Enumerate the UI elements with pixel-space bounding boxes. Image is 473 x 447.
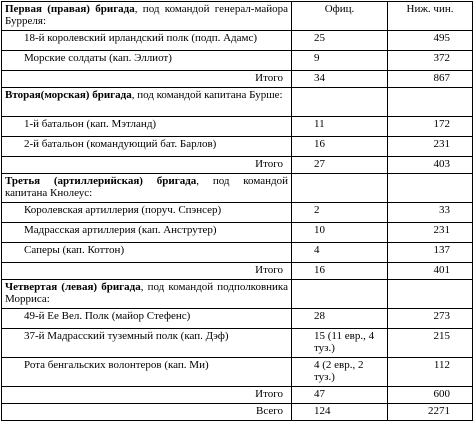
empty-cell bbox=[292, 174, 388, 203]
lower-ranks-value: 137 bbox=[388, 243, 473, 263]
brigade-4-subtitle: , под командой подполковника Морриса: bbox=[5, 281, 288, 305]
officers-value: 28 bbox=[292, 309, 388, 329]
brigade-2-subtitle: , под командой капитана Бурше: bbox=[131, 89, 283, 101]
subtotal-label: Итого bbox=[2, 263, 292, 280]
subtotal-row bbox=[2, 71, 473, 88]
brigade-3-subtitle: , под командой капитана Кнолеус: bbox=[5, 175, 288, 199]
table-row bbox=[2, 31, 473, 51]
officers-value: 11 bbox=[292, 117, 388, 137]
brigade-2-title: Вторая(морская) бригада bbox=[5, 89, 132, 101]
table-header-row bbox=[2, 2, 473, 31]
table-row bbox=[2, 117, 473, 137]
subtotal-row bbox=[2, 263, 473, 280]
unit-name: Саперы (кап. Коттон) bbox=[2, 243, 292, 263]
officers-value: 47 bbox=[292, 387, 388, 404]
grand-total-label: Всего bbox=[2, 404, 292, 421]
unit-name: Мадрасская артиллерия (кап. Анструтер) bbox=[2, 223, 292, 243]
lower-ranks-value: 112 bbox=[388, 358, 473, 387]
unit-name: 18-й королевский ирландский полк (подп. Адамс) bbox=[2, 31, 292, 51]
empty-cell bbox=[292, 280, 388, 309]
officers-column-header: Офиц. bbox=[292, 2, 388, 31]
officers-value: 124 bbox=[292, 404, 388, 421]
officers-value: 15 (11 евр., 4 туз.) bbox=[292, 329, 388, 358]
grand-total-row bbox=[2, 404, 473, 421]
table-row bbox=[2, 203, 473, 223]
lower-ranks-value: 33 bbox=[388, 203, 473, 223]
brigade-4-heading bbox=[2, 280, 292, 309]
officers-value: 34 bbox=[292, 71, 388, 88]
brigade-3-title: Третья (артиллерийская) бригада bbox=[5, 175, 197, 187]
officers-value: 16 bbox=[292, 137, 388, 157]
table-row bbox=[2, 137, 473, 157]
officers-value: 4 bbox=[292, 243, 388, 263]
officers-value: 16 bbox=[292, 263, 388, 280]
officers-value: 9 bbox=[292, 51, 388, 71]
subtotal-label: Итого bbox=[2, 71, 292, 88]
subtotal-row bbox=[2, 157, 473, 174]
empty-cell bbox=[292, 88, 388, 117]
section-heading-row bbox=[2, 174, 473, 203]
table-row bbox=[2, 358, 473, 387]
brigade-1-heading bbox=[2, 2, 292, 31]
brigade-3-heading bbox=[2, 174, 292, 203]
empty-cell bbox=[388, 88, 473, 117]
brigade-1-title: Первая (правая) бригада bbox=[5, 3, 135, 15]
unit-name: 1-й батальон (кап. Мэтланд) bbox=[2, 117, 292, 137]
brigade-1-subtitle: , под командой генерал-майора Бурреля: bbox=[5, 3, 288, 27]
officers-value: 10 bbox=[292, 223, 388, 243]
lower-ranks-value: 403 bbox=[388, 157, 473, 174]
lower-ranks-value: 495 bbox=[388, 31, 473, 51]
table-row bbox=[2, 223, 473, 243]
lower-ranks-column-header: Ниж. чин. bbox=[388, 2, 473, 31]
officers-value: 25 bbox=[292, 31, 388, 51]
unit-name: Морские солдаты (кап. Эллиот) bbox=[2, 51, 292, 71]
unit-name: Королевская артиллерия (поруч. Спэнсер) bbox=[2, 203, 292, 223]
unit-name: Рота бенгальских волонтеров (кап. Ми) bbox=[2, 358, 292, 387]
officers-value: 2 bbox=[292, 203, 388, 223]
table-row bbox=[2, 51, 473, 71]
lower-ranks-value: 172 bbox=[388, 117, 473, 137]
subtotal-label: Итого bbox=[2, 157, 292, 174]
lower-ranks-value: 372 bbox=[388, 51, 473, 71]
unit-name: 49-й Ее Вел. Полк (майор Стефенс) bbox=[2, 309, 292, 329]
brigade-2-heading bbox=[2, 88, 292, 117]
table-row bbox=[2, 309, 473, 329]
lower-ranks-value: 231 bbox=[388, 137, 473, 157]
brigades-table bbox=[1, 1, 473, 421]
lower-ranks-value: 231 bbox=[388, 223, 473, 243]
lower-ranks-value: 600 bbox=[388, 387, 473, 404]
table-row bbox=[2, 243, 473, 263]
empty-cell bbox=[388, 280, 473, 309]
lower-ranks-value: 273 bbox=[388, 309, 473, 329]
subtotal-label: Итого bbox=[2, 387, 292, 404]
lower-ranks-value: 2271 bbox=[388, 404, 473, 421]
brigade-4-title: Четвертая (левая) бригада bbox=[5, 281, 141, 293]
lower-ranks-value: 215 bbox=[388, 329, 473, 358]
lower-ranks-value: 401 bbox=[388, 263, 473, 280]
subtotal-row bbox=[2, 387, 473, 404]
unit-name: 2-й батальон (командующий бат. Барлов) bbox=[2, 137, 292, 157]
unit-name: 37-й Мадрасский туземный полк (кап. Дэф) bbox=[2, 329, 292, 358]
table-row bbox=[2, 329, 473, 358]
officers-value: 4 (2 евр., 2 туз.) bbox=[292, 358, 388, 387]
empty-cell bbox=[388, 174, 473, 203]
officers-value: 27 bbox=[292, 157, 388, 174]
section-heading-row bbox=[2, 88, 473, 117]
lower-ranks-value: 867 bbox=[388, 71, 473, 88]
section-heading-row bbox=[2, 280, 473, 309]
